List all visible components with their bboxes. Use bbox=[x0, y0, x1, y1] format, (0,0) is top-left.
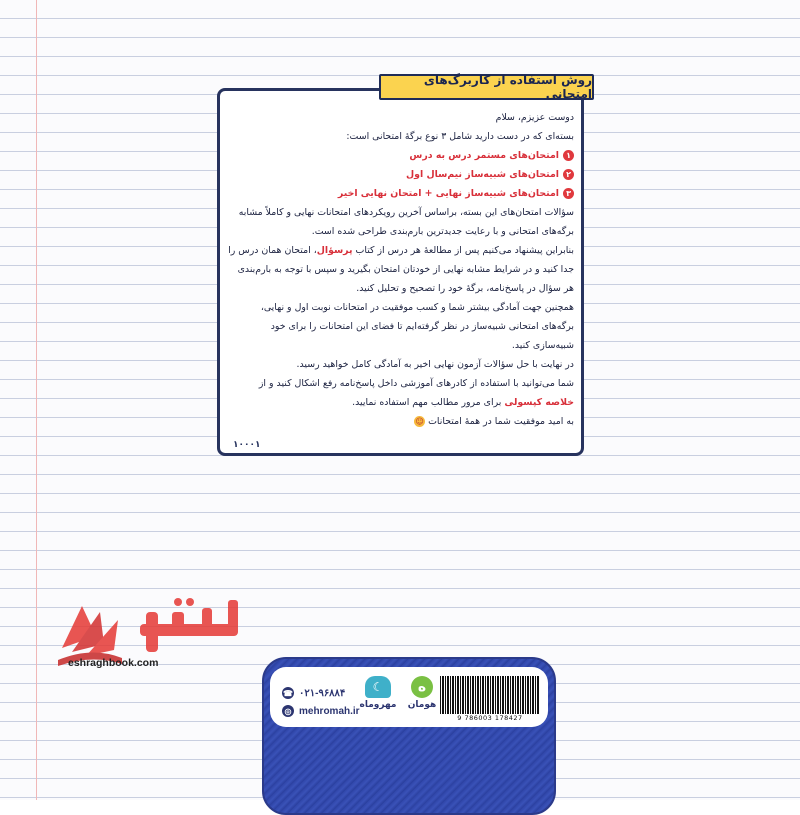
paragraph-1: سؤالات امتحان‌های این بسته، براساس آخرین رویکردهای امتحانات نهایی و کاملاً مشابه برگه‌های امتحانی و با رعایت جدیدترین بارم‌بندی طراحی شده است. bbox=[238, 207, 574, 237]
margin-line bbox=[36, 0, 37, 800]
paragraph-2 bbox=[228, 241, 574, 298]
paragraph-5 bbox=[228, 374, 574, 412]
number-badge: ۱ bbox=[563, 150, 574, 161]
paragraph-4: در نهایت با حل سؤالات آزمون نهایی اخیر به آمادگی کامل خواهید رسید. bbox=[296, 359, 574, 370]
mehromah-icon: ☾ bbox=[365, 676, 391, 698]
list-item-text: امتحان‌های مستمر درس به درس bbox=[409, 150, 559, 161]
instruction-text bbox=[228, 108, 574, 431]
instruction-title: روش استفاده از کاربرگ‌های امتحانی bbox=[379, 74, 594, 100]
contact-info bbox=[282, 684, 360, 720]
website-link[interactable]: mehromah.ir bbox=[299, 705, 360, 717]
homan-icon: ه bbox=[411, 676, 433, 698]
phone-row bbox=[282, 684, 360, 702]
closing bbox=[228, 412, 574, 431]
barcode-number: 9 786003 178427 bbox=[440, 714, 540, 724]
website-row bbox=[282, 702, 360, 720]
closing-text: به امید موفقیت شما در همهٔ امتحانات bbox=[428, 416, 574, 427]
barcode bbox=[440, 676, 540, 718]
list-item-text: امتحان‌های شبیه‌ساز نهایی + امتحان نهایی اخیر bbox=[337, 188, 559, 199]
paragraph-3: همچنین جهت آمادگی بیشتر شما و کسب موفقیت در امتحانات نوبت اول و نهایی، برگه‌های امتحانی شبیه‌ساز در نظر گرفته‌ایم تا فضای این امتحانات را برای خود شبیه‌سازی کنید. bbox=[260, 302, 574, 351]
paragraph-5-start: شما می‌توانید با استفاده از کادرهای آموزشی داخل پاسخ‌نامه رفع اشکال کنید و از bbox=[258, 378, 574, 389]
brand-capsule-summary: خلاصه کپسولی bbox=[504, 397, 574, 408]
list-item-text: امتحان‌های شبیه‌ساز نیم‌سال اول bbox=[406, 169, 559, 180]
greeting: دوست عزیزم، سلام bbox=[495, 112, 574, 123]
phone-icon: ☎ bbox=[283, 688, 293, 698]
paragraph-2-start: بنابراین پیشنهاد می‌کنیم پس از مطالعهٔ هر درس از کتاب bbox=[352, 245, 574, 256]
paragraph-2-end: ، امتحان همان درس را جدا کنید و در شرایط مشابه نهایی از خودتان امتحان بگیرید و سپس با توجه به بارم‌بندی هر سؤال در پاسخ‌نامه، برگهٔ خود را تصحیح و تحلیل کنید. bbox=[228, 245, 574, 294]
globe-icon: ◎ bbox=[282, 705, 294, 717]
page-number: ۱۰۰۰۱ bbox=[233, 440, 261, 450]
eshragh-wordmark bbox=[140, 598, 238, 652]
smile-icon: ☺ bbox=[415, 417, 424, 426]
list-item bbox=[228, 146, 574, 165]
number-badge: ۲ bbox=[563, 169, 574, 180]
paragraph-5-end: برای مرور مطالب مهم استفاده نمایید. bbox=[352, 397, 505, 408]
brand-porsoal: پرسؤال bbox=[316, 245, 353, 256]
mehromah-logo bbox=[354, 676, 402, 710]
watermark-url: eshraghbook.com bbox=[68, 657, 159, 669]
list-item bbox=[228, 184, 574, 203]
intro: بسته‌ای که در دست دارید شامل ۳ نوع برگهٔ امتحانی است: bbox=[346, 131, 574, 142]
mehromah-label: مهروماه bbox=[359, 700, 397, 710]
list-item bbox=[228, 165, 574, 184]
homan-logo bbox=[404, 676, 440, 710]
number-badge: ۳ bbox=[563, 188, 574, 199]
homan-label: هومان bbox=[407, 700, 437, 710]
phone-number: ۰۲۱-۹۶۸۸۴ bbox=[299, 687, 346, 699]
